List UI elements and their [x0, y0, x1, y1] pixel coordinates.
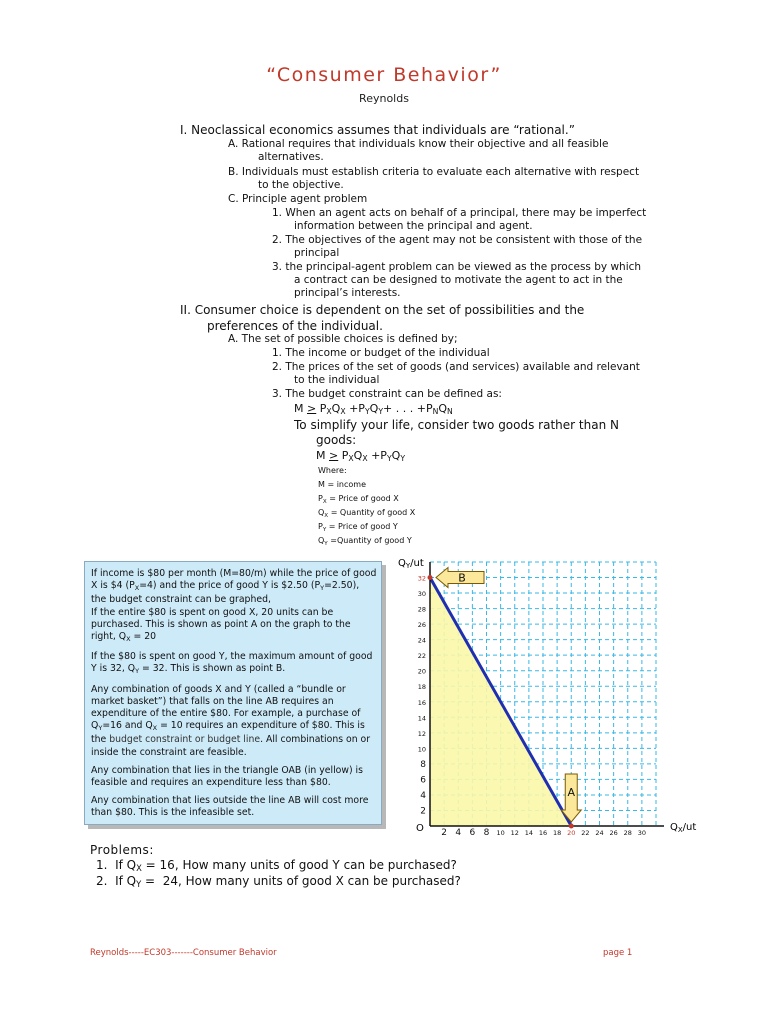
- x-tick-label: 28: [623, 829, 632, 837]
- x-tick-label: 10: [496, 829, 505, 837]
- def-m: M = income: [318, 480, 366, 489]
- item-1c3-cont: a contract can be designed to motivate the agent to act in the: [294, 274, 623, 286]
- y-tick-label: 12: [417, 729, 426, 738]
- y-tick-label: 16: [417, 698, 426, 707]
- problems-heading: Problems:: [90, 843, 154, 857]
- item-1c: C. Principle agent problem: [228, 193, 368, 205]
- y-tick-label: 14: [417, 714, 426, 723]
- y-tick-label: 26: [417, 621, 426, 630]
- x-axis-label: $Q_X/ut$: [670, 822, 697, 834]
- def-px: $P_X$ = Price of good X: [318, 494, 399, 505]
- x-tick-label: 30: [637, 829, 647, 837]
- label-b: B: [458, 571, 466, 585]
- item-2a: A. The set of possible choices is defined by;: [228, 333, 458, 345]
- x-tick-label: 12: [510, 829, 519, 837]
- box-paragraph-5: Any combination that lies outside the line AB will cost more than $80. This is the infeasible set.: [91, 795, 369, 819]
- def-py: $P_Y$ = Price of good Y: [318, 522, 398, 533]
- box-paragraph-3: Any combination of goods X and Y (called a “bundle or market basket”) that falls on the line AB requires an expenditure of the entire $80. For example, a purchase of $Q_Y=16$ and $Q_X = 10$ requires an expenditure of $80. This is the budget constraint or budget line. All combinations on or inside the constraint are feasible.: [91, 683, 371, 758]
- box-paragraph-1: If income is $80 per month (M=80/m) while the price of good X is $4 $(P_X=4)$ and the price of good Y is $2.50 $(P_Y=2.50)$, the budget constraint can be graphed,: [91, 568, 377, 606]
- def-qy: $Q_Y$ =Quantity of good Y: [318, 536, 412, 547]
- item-1b: B. Individuals must establish criteria to evaluate each alternative with respect: [228, 166, 640, 178]
- x-tick-label: 6: [469, 828, 476, 838]
- box-paragraph-4: Any combination that lies in the triangle OAB (in yellow) is feasible and requires an expenditure less than $80.: [91, 764, 363, 789]
- page-title: “Consumer Behavior”: [266, 64, 502, 86]
- item-1a: A. Rational requires that individuals know their objective and all feasible: [228, 138, 609, 150]
- budget-equation-n: $M > P_XQ_X +P_YQ_Y+$ . . . $+P_NQ_N$: [294, 402, 453, 416]
- x-tick-label: 22: [581, 829, 590, 837]
- y-tick-label: 32: [417, 574, 426, 583]
- section-1: I. Neoclassical economics assumes that individuals are “rational.”: [180, 123, 575, 137]
- item-1b-cont: to the objective.: [258, 179, 344, 191]
- y-tick-label: 2: [420, 806, 426, 817]
- item-2a2: 2. The prices of the set of goods (and services) available and relevant: [272, 361, 640, 373]
- problem-1: 1. If $Q_X = 16$, How many units of good Y can be purchased?: [96, 858, 457, 873]
- y-tick-label: 30: [417, 590, 426, 599]
- problem-2: 2. If $Q_Y = 24$, How many units of good X can be purchased?: [96, 874, 461, 889]
- x-tick-label: 2: [441, 828, 447, 838]
- x-tick-label: 18: [552, 829, 562, 837]
- budget-equation-2: $M > P_XQ_X +P_YQ_Y$: [316, 449, 406, 463]
- item-2a2-cont: to the individual: [294, 374, 380, 386]
- item-2a3: 3. The budget constraint can be defined as:: [272, 388, 502, 400]
- footer-left: Reynolds-----EC303-------Consumer Behavior: [90, 948, 277, 958]
- section-2-cont: preferences of the individual.: [207, 319, 383, 333]
- item-1c2-cont: principal: [294, 247, 340, 259]
- point-a-dot: [569, 824, 574, 829]
- x-tick-label: 26: [609, 829, 618, 837]
- y-tick-label: 10: [417, 745, 426, 754]
- item-1c1-cont: information between the principal and agent.: [294, 220, 533, 232]
- item-1c3-cont2: principal’s interests.: [294, 287, 401, 299]
- origin-label: O: [416, 823, 424, 834]
- y-tick-label: 20: [417, 667, 426, 676]
- section-2: II. Consumer choice is dependent on the set of possibilities and the: [180, 303, 585, 317]
- point-b-dot: [428, 575, 433, 580]
- def-qx: $Q_X$ = Quantity of good X: [318, 508, 416, 519]
- x-tick-label: 20: [567, 829, 576, 837]
- y-tick-label: 28: [417, 605, 426, 614]
- y-tick-label: 4: [420, 790, 426, 801]
- x-tick-label: 14: [524, 829, 534, 837]
- y-axis-label: $Q_Y/ut$: [398, 558, 424, 570]
- footer-page: page 1: [603, 948, 633, 958]
- simplify-text: To simplify your life, consider two goods rather than N: [294, 418, 619, 432]
- item-2a1: 1. The income or budget of the individual: [272, 347, 490, 359]
- budget-chart: [388, 552, 708, 842]
- explanation-box: [84, 561, 382, 825]
- box-paragraph-1b: If the entire $80 is spent on good X, 20 units can be purchased. This is shown as point A on the graph to the right, $Q_X = 20$: [91, 606, 351, 644]
- item-1c2: 2. The objectives of the agent may not be consistent with those of the: [272, 234, 643, 246]
- item-1c3: 3. the principal-agent problem can be viewed as the process by which: [272, 261, 642, 273]
- y-tick-label: 24: [417, 636, 426, 645]
- y-tick-label: 22: [417, 652, 426, 661]
- y-tick-label: 6: [420, 775, 426, 786]
- item-1c1: 1. When an agent acts on behalf of a principal, there may be imperfect: [272, 207, 647, 219]
- point-b-marker: [428, 568, 485, 588]
- x-tick-label: 24: [595, 829, 604, 837]
- y-tick-label: 8: [420, 759, 426, 770]
- author: Reynolds: [359, 92, 409, 105]
- label-a: A: [567, 786, 576, 799]
- x-tick-label: 4: [455, 828, 462, 838]
- x-tick-label: 16: [538, 829, 548, 837]
- simplify-text-cont: goods:: [316, 433, 357, 447]
- y-tick-label: 18: [417, 683, 426, 692]
- where-label: Where:: [318, 466, 347, 475]
- box-paragraph-2: If the $80 is spent on good Y, the maximum amount of good Y is 32, $Q_Y = 32$. This is shown as point B.: [91, 651, 373, 676]
- x-tick-label: 8: [483, 828, 490, 838]
- item-1a-cont: alternatives.: [258, 151, 324, 163]
